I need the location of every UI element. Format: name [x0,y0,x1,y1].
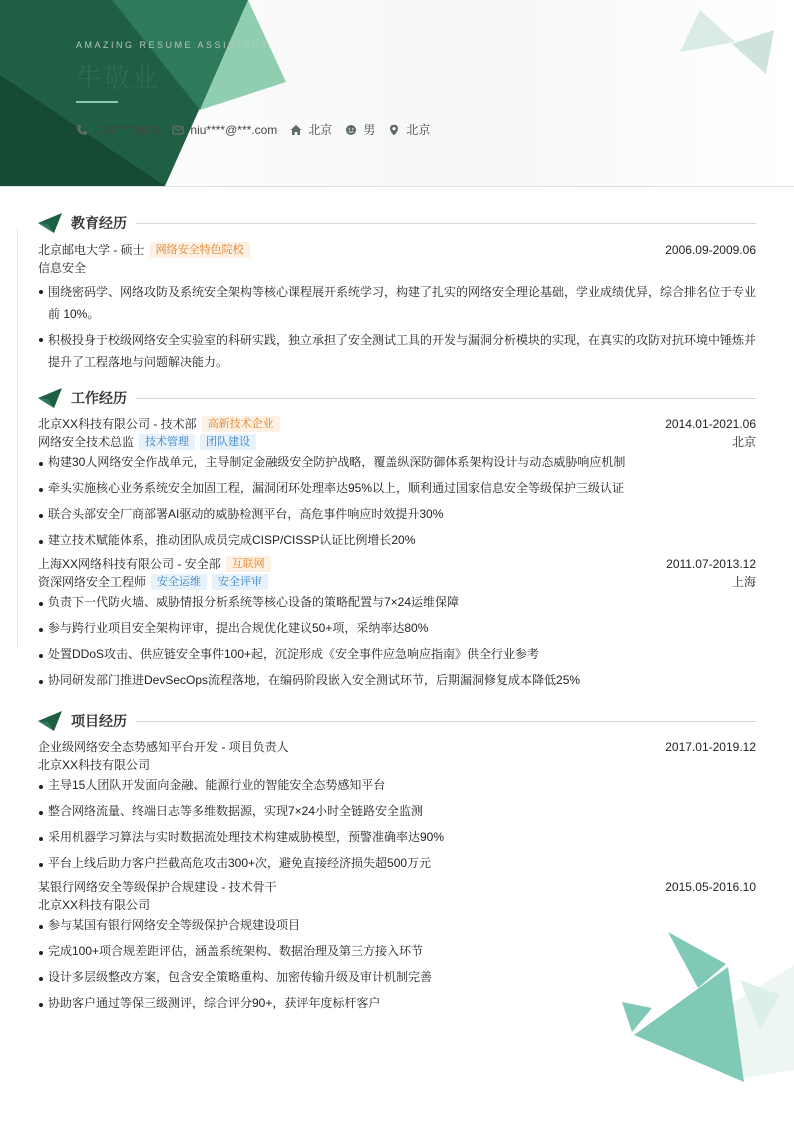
project-name-row [38,738,756,756]
location-text: 北京 [308,123,333,137]
projects-section [38,710,756,1012]
section-divider [136,398,756,399]
section-divider [136,721,756,722]
project-org: 北京XX科技有限公司 [38,898,151,912]
section-flag-icon [38,213,62,233]
education-title: 教育经历 [71,215,127,231]
candidate-name: 牛敬业 [76,63,161,93]
education-row [38,241,756,259]
education-item [38,241,756,373]
header-tagline: AMAZING RESUME ASSISTANT [76,40,270,50]
list-item: 协同研发部门推进DevSecOps流程落地，在编码阶段嵌入安全测试环节，后期漏洞修复成本降低25% [38,671,756,689]
work-company-left [38,555,271,573]
education-section [38,212,756,373]
project-org-row [38,756,756,774]
work-city: 上海 [731,575,756,589]
company-tag: 互联网 [226,556,271,572]
phone-text: 138****5678 [94,122,160,137]
list-item: 完成100+项合规差距评估，涵盖系统架构、数据治理及第三方接入环节 [38,942,756,960]
project-org: 北京XX科技有限公司 [38,758,151,772]
list-item: 建立技术赋能体系，推动团队成员完成CISP/CISSP认证比例增长20% [38,531,756,549]
project-name: 企业级网络安全态势感知平台开发 - 项目负责人 [38,740,289,754]
list-item: 参与某国有银行网络安全等级保护合规建设项目 [38,916,756,934]
work-company-left [38,415,280,433]
work-section [38,387,756,689]
work-date: 2011.07-2013.12 [666,557,756,571]
phone-icon [76,124,88,136]
education-date: 2006.09-2009.06 [665,243,756,257]
work-bullets [38,593,756,689]
section-flag-icon [38,388,62,408]
list-item: 联合头部安全厂商部署AI驱动的威胁检测平台，高危事件响应时效提升30% [38,505,756,523]
name-underline [76,101,118,103]
resume-header [0,0,794,187]
contact-city [388,121,430,138]
list-item: 构建30人网络安全作战单元，主导制定金融级安全防护战略，覆盖纵深防御体系架构设计与动态威胁响应机制 [38,453,756,471]
project-bullets [38,916,756,1012]
work-city: 北京 [731,435,756,449]
project-name: 某银行网络安全等级保护合规建设 - 技术骨干 [38,880,277,894]
list-item: 围绕密码学、网络攻防及系统安全架构等核心课程展开系统学习，构建了扎实的网络安全理论基础，学业成绩优异，综合排名位于专业前 10%。 [38,281,756,325]
work-role-row [38,433,756,451]
work-bullets [38,453,756,549]
project-bullets [38,776,756,872]
contact-phone [76,123,159,137]
school-tag: 网络安全特色院校 [150,242,250,258]
education-header [38,212,756,234]
location-pin-icon [388,124,400,136]
project-item [38,878,756,1012]
education-bullets [38,281,756,373]
work-header [38,387,756,409]
project-date: 2017.01-2019.12 [665,740,756,754]
city-text: 北京 [406,123,431,137]
contact-email [172,123,277,137]
work-role-left [38,433,256,451]
work-company-row [38,555,756,573]
role-tag: 团队建设 [200,434,256,450]
section-divider [136,223,756,224]
company-name: 北京XX科技有限公司 - 技术部 [38,417,197,431]
work-role-row [38,573,756,591]
role-tag: 安全运维 [151,574,207,590]
list-item: 参与跨行业项目安全架构评审，提出合规优化建议50+项，采纳率达80% [38,619,756,637]
work-company-row [38,415,756,433]
list-item: 负责下一代防火墙、威胁情报分析系统等核心设备的策略配置与7×24运维保障 [38,593,756,611]
timeline-line [17,228,18,648]
contact-location [290,121,332,138]
work-item [38,555,756,689]
job-title: 网络安全技术总监 [38,435,135,449]
list-item: 积极投身于校级网络安全实验室的科研实践，独立承担了安全测试工具的开发与漏洞分析模块的实现，在真实的攻防对抗环境中锤炼并提升了工程落地与问题解决能力。 [38,329,756,373]
project-name-row [38,878,756,896]
major-row [38,259,756,277]
list-item: 整合网络流量、终端日志等多维数据源，实现7×24小时全链路安全监测 [38,802,756,820]
contact-gender [345,121,375,138]
role-tag: 技术管理 [139,434,195,450]
list-item: 主导15人团队开发面向金融、能源行业的智能安全态势感知平台 [38,776,756,794]
list-item: 设计多层级整改方案，包含安全策略重构、加密传输升级及审计机制完善 [38,968,756,986]
work-item [38,415,756,549]
list-item: 协助客户通过等保三级测评，综合评分90+，获评年度标杆客户 [38,994,756,1012]
job-title: 资深网络安全工程师 [38,575,147,589]
project-date: 2015.05-2016.10 [665,880,756,894]
section-flag-icon [38,711,62,731]
education-left [38,241,250,259]
projects-title: 项目经历 [71,713,127,729]
contact-bar [76,121,443,138]
company-tag: 高新技术企业 [202,416,280,432]
home-icon [290,124,302,136]
email-text: niu****@***.com [190,122,278,137]
project-item [38,738,756,872]
work-date: 2014.01-2021.06 [665,417,756,431]
face-icon [345,124,357,136]
school-name: 北京邮电大学 - 硕士 [38,243,145,257]
major: 信息安全 [38,261,87,275]
list-item: 处置DDoS攻击、供应链安全事件100+起，沉淀形成《安全事件应急响应指南》供全行业参考 [38,645,756,663]
email-icon [172,124,184,136]
role-tag: 安全评审 [212,574,268,590]
company-name: 上海XX网络科技有限公司 - 安全部 [38,557,221,571]
work-role-left [38,573,268,591]
list-item: 平台上线后助力客户拦截高危攻击300+次，避免直接经济损失超500万元 [38,854,756,872]
list-item: 采用机器学习算法与实时数据流处理技术构建威胁模型，预警准确率达90% [38,828,756,846]
list-item: 牵头实施核心业务系统安全加固工程，漏洞闭环处理率达95%以上，顺利通过国家信息安全等级保护三级认证 [38,479,756,497]
gender-text: 男 [363,123,376,137]
projects-header [38,710,756,732]
project-org-row [38,896,756,914]
work-title: 工作经历 [71,390,127,406]
